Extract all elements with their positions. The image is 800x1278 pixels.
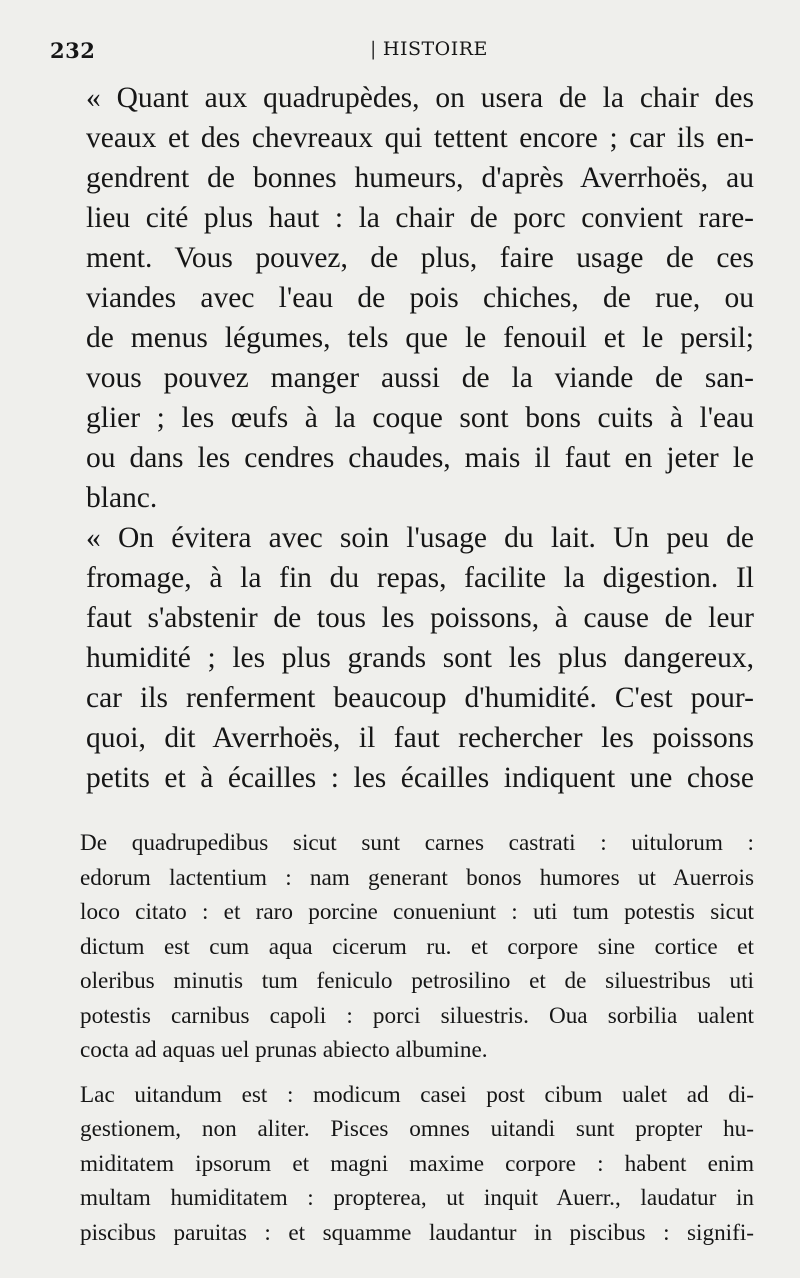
text-line: edorum lactentium : nam generant bonos humores ut Auerrois: [80, 864, 754, 891]
text-line: gendrent de bonnes humeurs, d'après Averrhoës, au: [86, 162, 754, 194]
text-line: oleribus minutis tum feniculo petrosilino et de siluestribus uti: [80, 968, 754, 994]
text-line: lieu cité plus haut : la chair de porc convient rare-: [86, 202, 754, 234]
text-line: quoi, dit Averrhoës, il faut rechercher les poissons: [86, 722, 754, 754]
text-line: miditatem ipsorum et magni maxime corpore : habent enim: [80, 1150, 754, 1177]
french-translation: [52, 78, 754, 798]
text-line: piscibus paruitas : et squamme laudantur in piscibus : signifi-: [80, 1219, 754, 1246]
text-line: cocta ad aquas uel prunas abiecto albumine.: [80, 1037, 488, 1063]
page-header: [50, 38, 750, 68]
text-line: « On évitera avec soin l'usage du lait. Un peu de: [86, 522, 754, 554]
text-line: fromage, à la fin du repas, facilite la digestion. Il: [86, 562, 754, 594]
text-line: viandes avec l'eau de pois chiches, de rue, ou: [86, 282, 754, 314]
text-line: Lac uitandum est : modicum casei post cibum ualet ad di-: [80, 1081, 754, 1108]
latin-original: [50, 826, 754, 1250]
latin-paragraph: [50, 826, 754, 1068]
running-head-title: HISTOIRE: [382, 38, 488, 60]
text-line: veaux et des chevreaux qui tettent encore ; car ils en-: [86, 122, 754, 154]
text-line: dictum est cum aqua cicerum ru. et corpore sine cortice et: [80, 933, 754, 960]
latin-paragraph: [50, 1078, 754, 1251]
text-line: humidité ; les plus grands sont les plus dangereux,: [86, 642, 754, 674]
text-line: faut s'abstenir de tous les poissons, à cause de leur: [86, 602, 754, 634]
text-line: multam humiditatem : propterea, ut inquit Auerr., laudatur in: [80, 1185, 754, 1211]
text-line: de menus légumes, tels que le fenouil et le persil;: [86, 322, 754, 354]
text-line: petits et à écailles : les écailles indiquent une chose: [86, 762, 754, 794]
text-line: blanc.: [86, 482, 158, 514]
text-line: potestis carnibus capoli : porci siluestris. Oua sorbilia ualent: [80, 1002, 754, 1029]
text-line: ou dans les cendres chaudes, mais il faut en jeter le: [86, 442, 754, 474]
text-line: car ils renferment beaucoup d'humidité. C'est pour-: [86, 682, 754, 714]
text-line: ment. Vous pouvez, de plus, faire usage de ces: [86, 242, 754, 274]
french-paragraph: [52, 78, 754, 518]
text-line: vous pouvez manger aussi de la viande de san-: [86, 362, 754, 394]
page-number: 232: [50, 38, 96, 63]
text-line: gestionem, non aliter. Pisces omnes uitandi sunt propter hu-: [80, 1116, 754, 1142]
french-paragraph: [52, 518, 754, 798]
header-divider: |: [370, 38, 377, 60]
text-line: De quadrupedibus sicut sunt carnes castrati : uitulorum :: [80, 830, 754, 856]
text-line: « Quant aux quadrupèdes, on usera de la chair des: [86, 82, 754, 114]
running-head: [370, 38, 488, 60]
text-line: glier ; les œufs à la coque sont bons cuits à l'eau: [86, 402, 754, 434]
text-line: loco citato : et raro porcine conueniunt : uti tum potestis sicut: [80, 899, 754, 925]
